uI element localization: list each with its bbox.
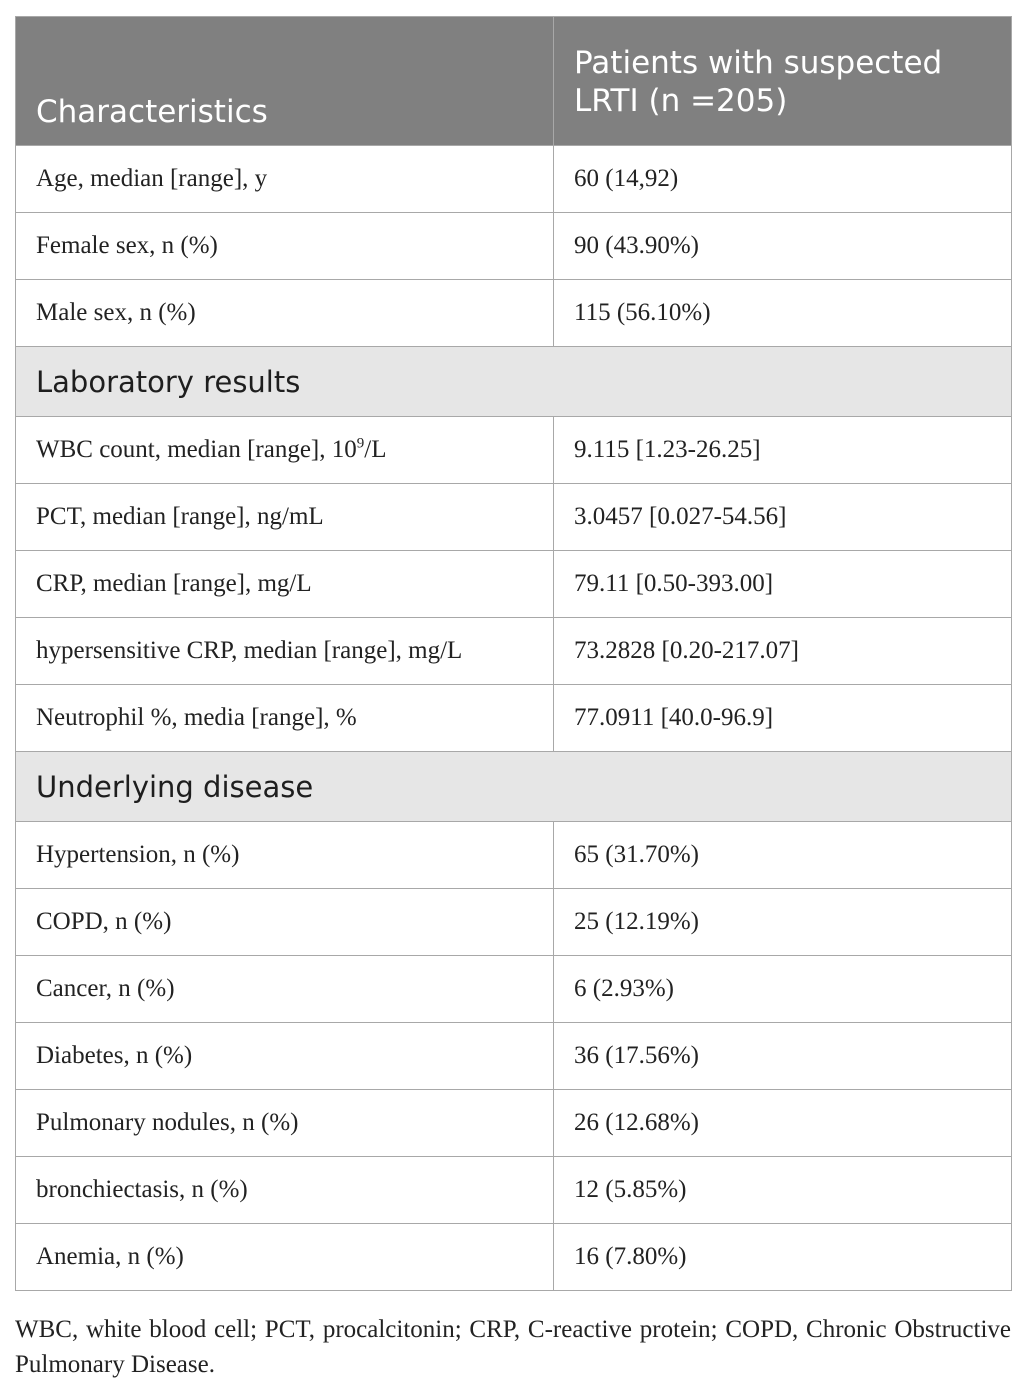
section-row-laboratory xyxy=(16,347,1012,417)
table-row xyxy=(16,213,1012,280)
table-row xyxy=(16,280,1012,347)
characteristics-table xyxy=(15,16,1012,1291)
table-row xyxy=(16,1023,1012,1090)
row-label: bronchiectasis, n (%) xyxy=(16,1157,554,1224)
row-value: 90 (43.90%) xyxy=(554,213,1012,280)
row-value: 12 (5.85%) xyxy=(554,1157,1012,1224)
row-label: Diabetes, n (%) xyxy=(16,1023,554,1090)
table-row xyxy=(16,822,1012,889)
table-row xyxy=(16,146,1012,213)
row-label: Anemia, n (%) xyxy=(16,1224,554,1291)
row-label: Male sex, n (%) xyxy=(16,280,554,347)
row-value: 65 (31.70%) xyxy=(554,822,1012,889)
row-label-wbc xyxy=(16,417,554,484)
row-label: CRP, median [range], mg/L xyxy=(16,551,554,618)
row-label: Female sex, n (%) xyxy=(16,213,554,280)
row-value: 3.0457 [0.027-54.56] xyxy=(554,484,1012,551)
row-label: PCT, median [range], ng/mL xyxy=(16,484,554,551)
table-row xyxy=(16,685,1012,752)
characteristics-table-container xyxy=(15,16,1011,1291)
row-label: Hypertension, n (%) xyxy=(16,822,554,889)
row-value: 9.115 [1.23-26.25] xyxy=(554,417,1012,484)
wbc-label-suffix: /L xyxy=(364,436,387,463)
header-patients-line1: Patients with suspected xyxy=(574,45,943,81)
table-row xyxy=(16,889,1012,956)
table-row xyxy=(16,1157,1012,1224)
row-value: 26 (12.68%) xyxy=(554,1090,1012,1157)
row-value: 16 (7.80%) xyxy=(554,1224,1012,1291)
table-row xyxy=(16,956,1012,1023)
row-value: 60 (14,92) xyxy=(554,146,1012,213)
header-patients-line2: LRTI (n =205) xyxy=(574,83,788,119)
row-label: Cancer, n (%) xyxy=(16,956,554,1023)
row-value: 73.2828 [0.20-217.07] xyxy=(554,618,1012,685)
row-label: Pulmonary nodules, n (%) xyxy=(16,1090,554,1157)
wbc-label-prefix: WBC count, median [range], 10 xyxy=(36,436,357,463)
table-row xyxy=(16,417,1012,484)
table-row xyxy=(16,1090,1012,1157)
row-value: 25 (12.19%) xyxy=(554,889,1012,956)
table-row xyxy=(16,1224,1012,1291)
row-label: hypersensitive CRP, median [range], mg/L xyxy=(16,618,554,685)
wbc-label-exponent: 9 xyxy=(356,435,365,452)
row-value: 77.0911 [40.0-96.9] xyxy=(554,685,1012,752)
section-heading-laboratory: Laboratory results xyxy=(16,347,1012,417)
header-characteristics: Characteristics xyxy=(16,17,554,146)
section-heading-underlying-disease: Underlying disease xyxy=(16,752,1012,822)
table-row xyxy=(16,551,1012,618)
row-label: COPD, n (%) xyxy=(16,889,554,956)
row-value: 36 (17.56%) xyxy=(554,1023,1012,1090)
table-row xyxy=(16,618,1012,685)
row-value: 6 (2.93%) xyxy=(554,956,1012,1023)
row-value: 115 (56.10%) xyxy=(554,280,1012,347)
row-label: Age, median [range], y xyxy=(16,146,554,213)
row-label: Neutrophil %, media [range], % xyxy=(16,685,554,752)
section-row-underlying-disease xyxy=(16,752,1012,822)
table-header-row xyxy=(16,17,1012,146)
row-value: 79.11 [0.50-393.00] xyxy=(554,551,1012,618)
table-footnote: WBC, white blood cell; PCT, procalcitonin; CRP, C-reactive protein; COPD, Chronic Obstructive Pulmonary Disease. xyxy=(15,1316,1011,1378)
table-row xyxy=(16,484,1012,551)
header-patients xyxy=(554,17,1012,146)
